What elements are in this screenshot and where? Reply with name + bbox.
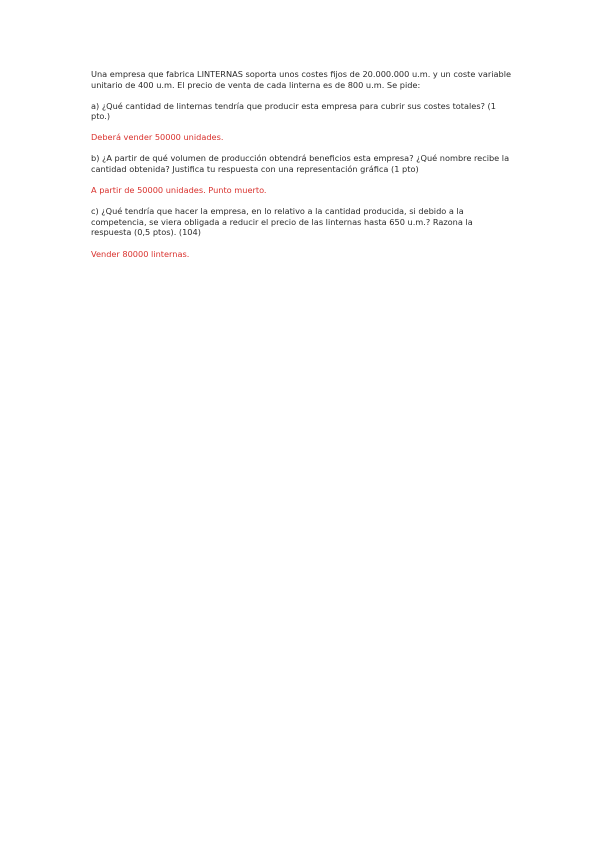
answer-a: Deberá vender 50000 unidades. [91, 132, 224, 143]
question-b: b) ¿A partir de qué volumen de producción obtendrá beneficios esta empresa? ¿Qué nombre recibe la cantidad obtenida? Justifica tu respuesta con una representación gráfica (1 pto) [91, 153, 510, 175]
question-a: a) ¿Qué cantidad de linternas tendría que producir esta empresa para cubrir sus costes totales? (1 pto.) [91, 100, 496, 122]
answer-b: A partir de 50000 unidades. Punto muerto. [91, 185, 267, 196]
answer-c: Vender 80000 linternas. [91, 248, 190, 259]
problem-statement: Una empresa que fabrica LINTERNAS soporta unos costes fijos de 20.000.000 u.m. y un coste variable unitario de 400 u.m. El precio de venta de cada linterna es de 800 u.m. Se pide: [91, 69, 512, 90]
document-content [91, 69, 513, 270]
question-c: c) ¿Qué tendría que hacer la empresa, en lo relativo a la cantidad producida, si debido a la competencia, se viera obligada a reducir el precio de las linternas hasta 650 u.m.? Razona la respuesta (0,5 ptos). (104) [91, 206, 473, 238]
